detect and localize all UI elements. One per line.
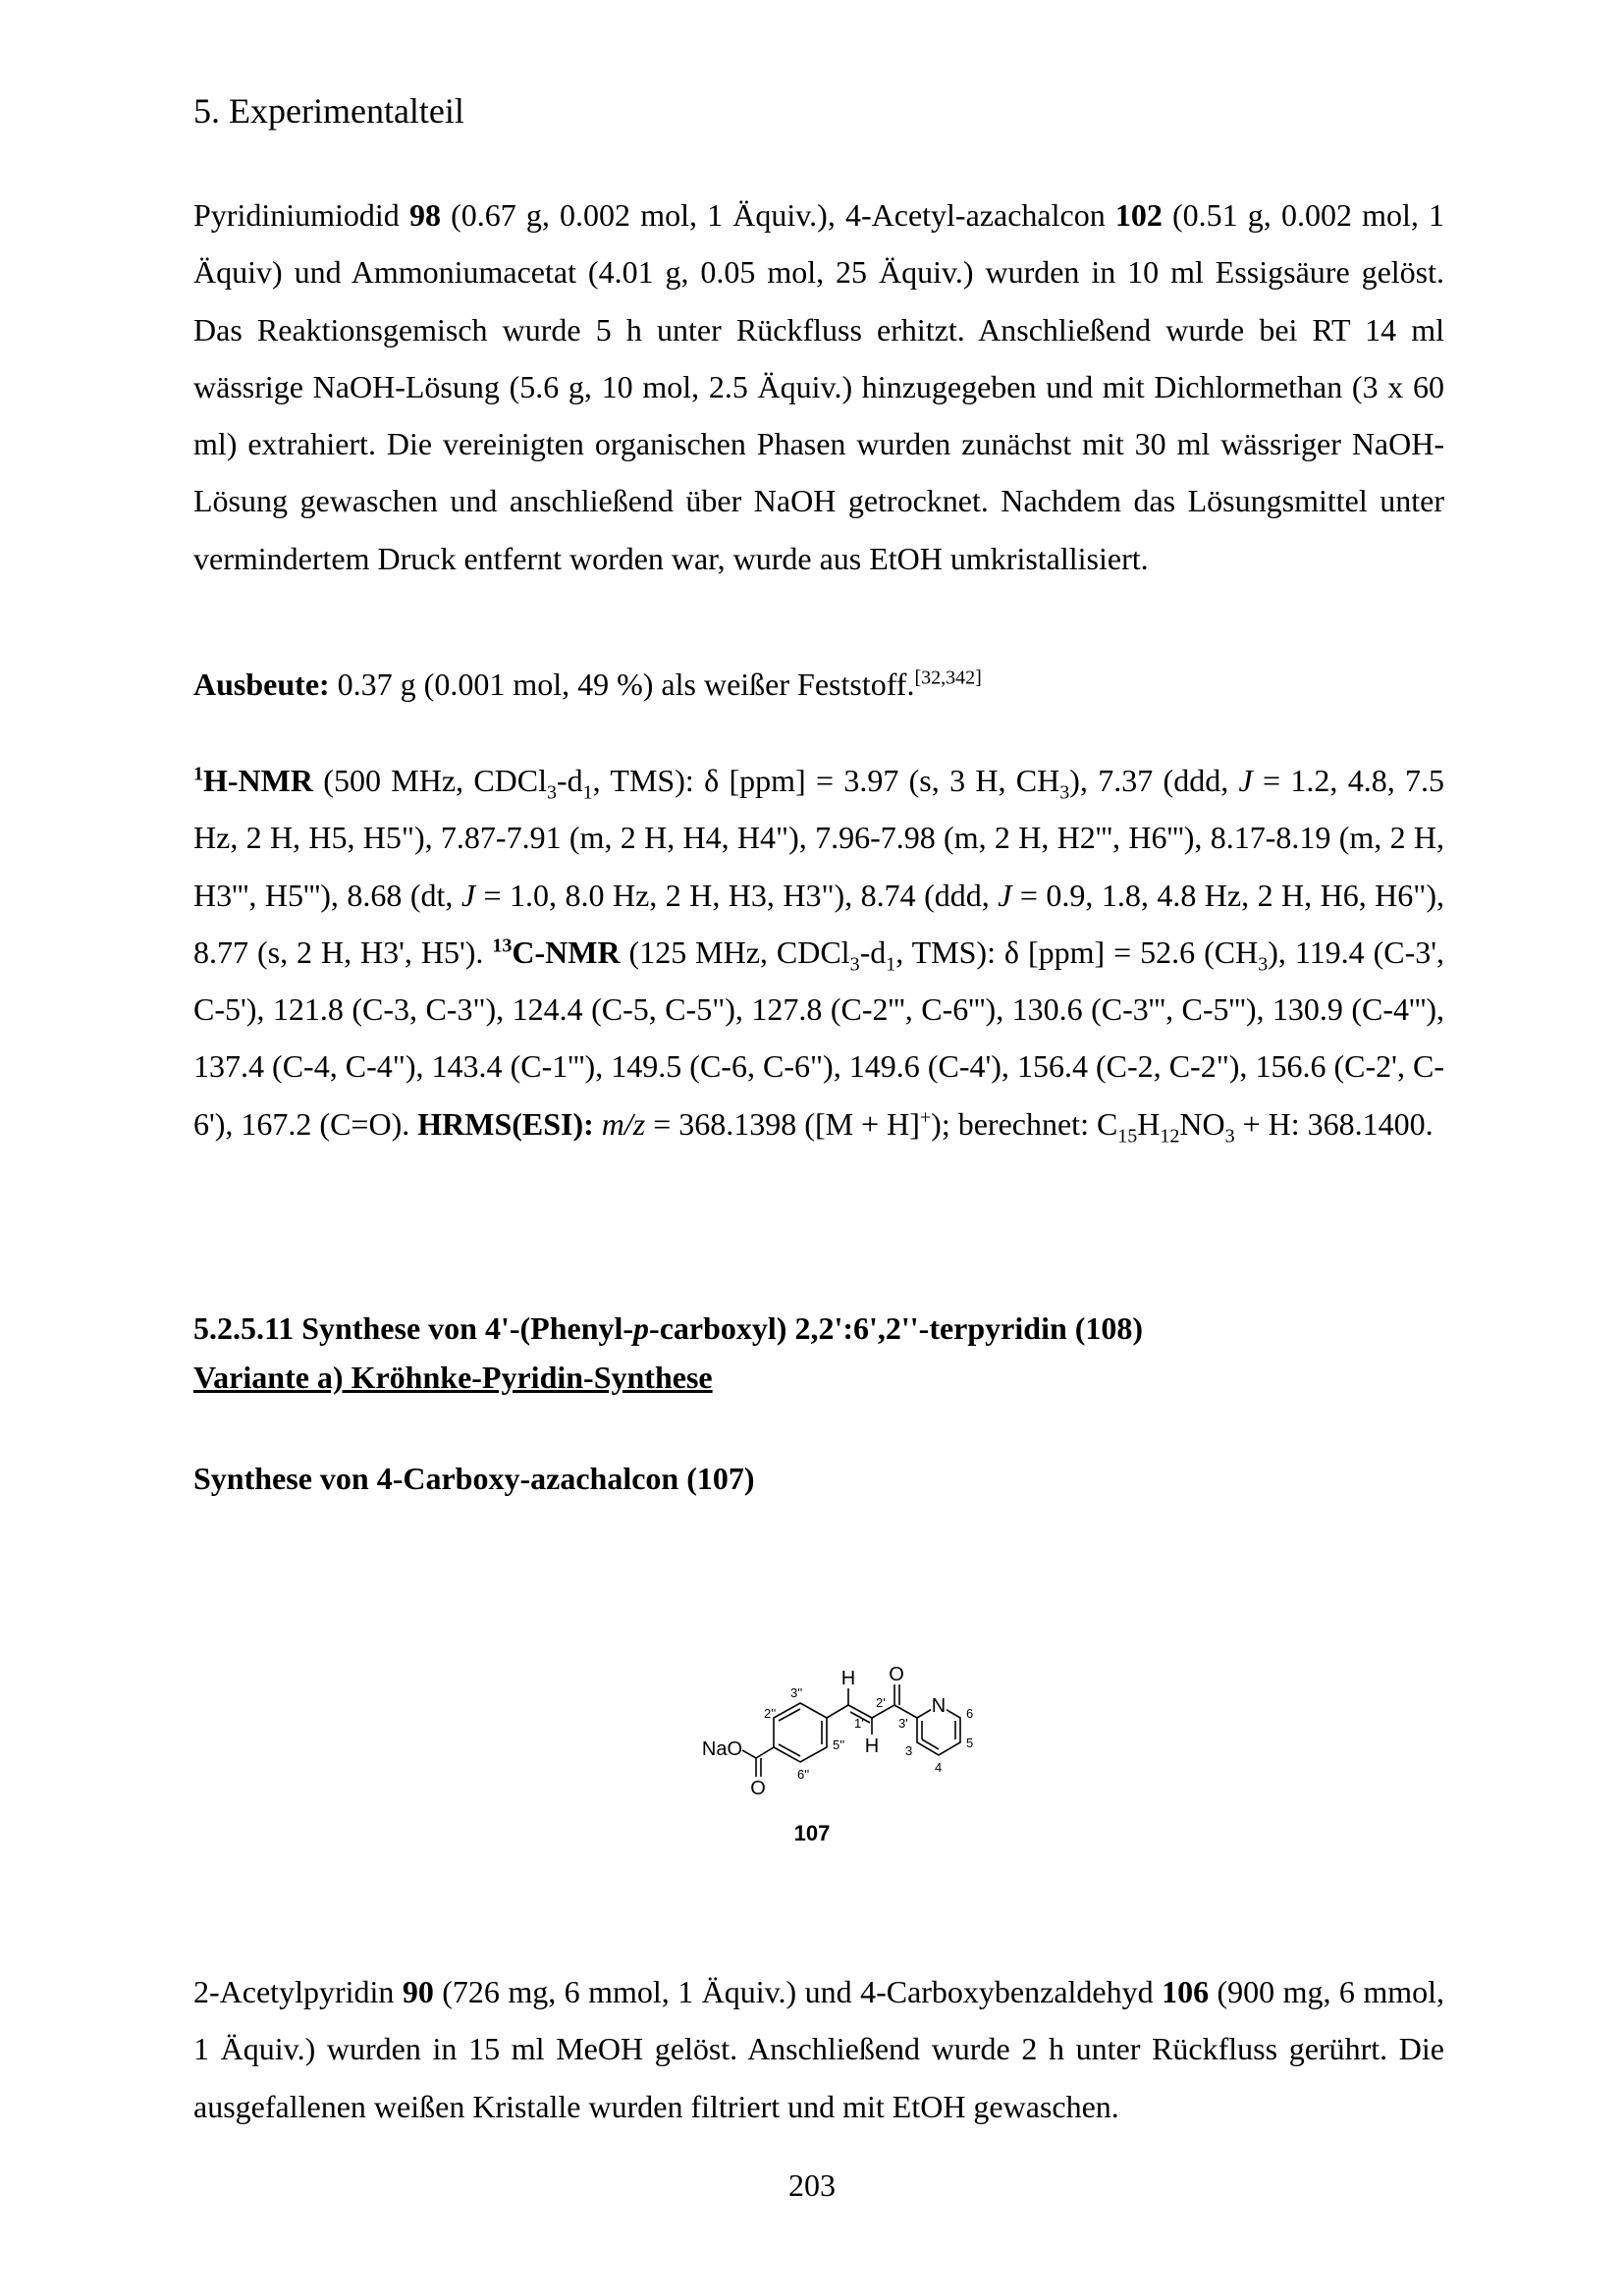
vinyl-h-top-label: H [840, 1668, 856, 1689]
locant-1p: 1' [854, 1716, 864, 1731]
procedure-paragraph-2: 2-Acetylpyridin 90 (726 mg, 6 mmol, 1 Äquiv.) und 4-Carboxybenzaldehyd 106 (900 mg, 6 mmol, 1 Äquiv.) wurden in 15 ml MeOH gelöst. Anschließend wurde 2 h unter Rückfluss gerührt. Die ausgefallenen weißen Kristalle wurden filtriert und mit EtOH gewaschen. [193, 1974, 1445, 2124]
variant-heading: Variante a) Kröhnke-Pyridin-Synthese [193, 1360, 713, 1395]
locant-6: 6 [966, 1706, 974, 1721]
compound-number: 107 [793, 1821, 831, 1845]
locant-2p: 2' [876, 1695, 886, 1710]
locant-3p: 3' [898, 1716, 908, 1731]
chemical-structure-107 [648, 1629, 1001, 1806]
section-heading: 5.2.5.11 Synthese von 4'-(Phenyl-p-carboxyl) 2,2':6',2''-terpyridin (108) [193, 1310, 1144, 1346]
locant-2pp: 2'' [764, 1706, 777, 1721]
yield-paragraph: Ausbeute: 0.37 g (0.001 mol, 49 %) als weißer Feststoff.[32,342] [193, 667, 982, 702]
carboxyl-o-label: O [750, 1778, 766, 1799]
locant-5: 5 [966, 1735, 974, 1750]
vinyl-h-bottom-label: H [864, 1735, 880, 1757]
locant-6pp: 6'' [797, 1767, 810, 1782]
locant-5pp: 5'' [833, 1737, 845, 1752]
page-number: 203 [788, 2167, 836, 2203]
page-header: 5. Experimentalteil [193, 91, 464, 131]
locant-3: 3 [905, 1743, 913, 1758]
locant-4: 4 [935, 1760, 943, 1775]
procedure-paragraph-1: Pyridiniumiodid 98 (0.67 g, 0.002 mol, 1 Äquiv.), 4-Acetyl-azachalcon 102 (0.51 g, 0.002 mol, 1 Äquiv) und Ammoniumacetat (4.01 g, 0.05 mol, 25 Äquiv.) wurden in 10 ml Essigsäure gelöst. Das Reaktionsgemisch wurde 5 h unter Rückfluss erhitzt. Anschließend wurde bei RT 14 ml wässrige NaOH-Lösung (5.6 g, 10 mol, 2.5 Äquiv.) hinzugegeben und mit Dichlormethan (3 x 60 ml) extrahiert. Die vereinigten organischen Phasen wurden zunächst mit 30 ml wässriger NaOH-Lösung gewaschen und anschließend über NaOH getrocknet. Nachdem das Lösungsmittel unter vermindertem Druck entfernt worden war, wurde aus EtOH umkristallisiert. [193, 197, 1445, 576]
locant-3pp: 3'' [790, 1685, 803, 1700]
nao-label: NaO [701, 1738, 742, 1760]
ketone-o-label: O [889, 1664, 904, 1685]
pyridine-n-label: N [931, 1695, 947, 1717]
nmr-data-paragraph: $^1$H-NMR (500 MHz, $CDCl_3-d_1$, TMS): δ [ppm] = 3.97 (s, 3 H, $CH_3$), 7.37 (ddd, J = 1.2, 4.8, 7.5 Hz, 2 H, H5, H5"), 7.87-7.91 (m, 2 H, H4, H4"), 7.96-7.98 (m, 2 H, H2''', H6'''), 8.17-8.19 (m, 2 H, H3''', H5'''), 8.68 (dt, J = 1.0, 8.0 Hz, 2 H, H3, H3"), 8.74 (ddd, J = 0.9, 1.8, 4.8 Hz, 2 H, H6, H6"), 8.77 (s, 2 H, H3', H5'). $^{13}$C-NMR (125 MHz, $CDCl_3-d_1$, TMS): δ [ppm] = 52.6 $(CH_3)$, 119.4 (C-3', C-5'), 121.8 (C-3, C-3"), 124.4 (C-5, C-5"), 127.8 (C-2''', C-6'''), 130.6 (C-3''', C-5'''), 130.9 (C-4'''), 137.4 (C-4, C-4"), 143.4 (C-1'''), 149.5 (C-6, C-6"), 149.6 (C-4'), 156.4 (C-2, C-2"), 156.6 (C-2', C-6'), 167.2 (C=O). HRMS(ESI): m/z = 368.1398 ([M + H]+); berechnet: $C_{15}H_{12}NO_3 + H$: 368.1400. [193, 763, 1445, 1148]
synthesis-subheading: Synthese von 4-Carboxy-azachalcon (107) [193, 1461, 755, 1496]
